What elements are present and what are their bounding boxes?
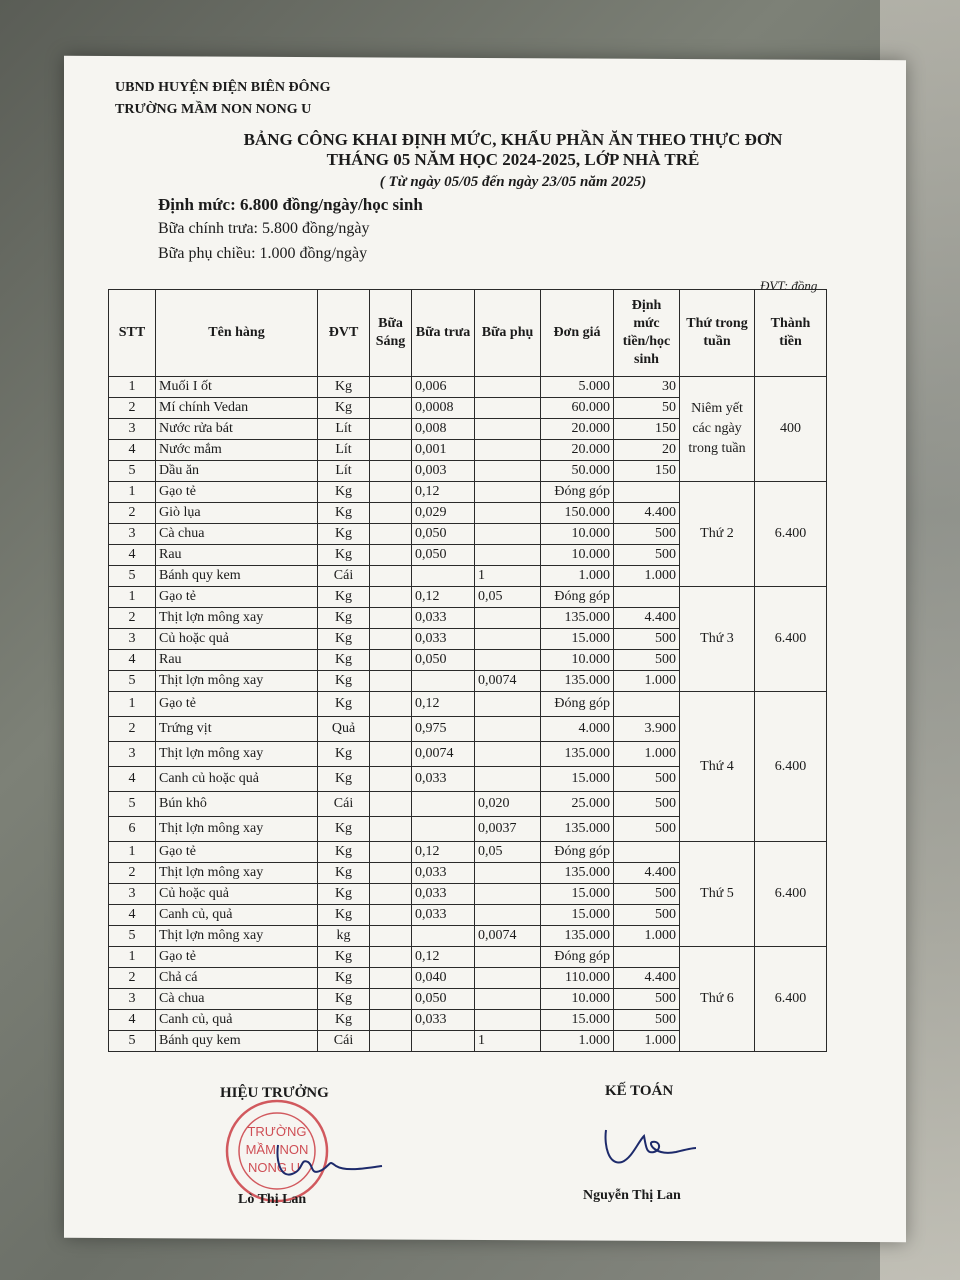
table-cell: 1.000 [541,1031,614,1052]
table-cell: 500 [614,989,680,1010]
table-cell: Thịt lợn mông xay [156,671,318,692]
table-row [109,587,827,608]
table-cell [370,482,412,503]
table-cell [475,629,541,650]
table-cell: 0,033 [412,905,475,926]
table-cell [475,947,541,968]
stamp-text-2: MẦM NON [245,1142,309,1157]
table-cell: 135.000 [541,671,614,692]
table-cell: 0,033 [412,629,475,650]
table-cell [370,742,412,767]
table-cell [475,524,541,545]
table-cell: 500 [614,884,680,905]
table-cell [370,629,412,650]
table-cell [475,742,541,767]
table-cell: Kg [318,989,370,1010]
table-cell: 4.000 [541,717,614,742]
table-cell [370,817,412,842]
table-cell: 4 [109,440,156,461]
table-cell [370,1010,412,1031]
table-cell: 3 [109,884,156,905]
table-cell: 1 [109,482,156,503]
table-cell: Kg [318,905,370,926]
table-cell: Kg [318,524,370,545]
table-cell: Đóng góp [541,482,614,503]
total-cell: 6.400 [755,692,827,842]
table-cell: 4.400 [614,503,680,524]
table-cell: Gạo tẻ [156,692,318,717]
table-cell: 4.400 [614,863,680,884]
table-cell: 30 [614,377,680,398]
day-cell: Thứ 3 [680,587,755,692]
table-cell [475,767,541,792]
table-cell: 4.400 [614,608,680,629]
table-cell: 3 [109,524,156,545]
table-cell: Mí chính Vedan [156,398,318,419]
principal-title: HIỆU TRƯỞNG [220,1085,329,1101]
table-cell [370,671,412,692]
table-cell: Lít [318,419,370,440]
table-cell: Lít [318,461,370,482]
table-cell: 0,05 [475,587,541,608]
table-cell: 50.000 [541,461,614,482]
table-cell [475,1010,541,1031]
table-cell: 110.000 [541,968,614,989]
table-cell [475,717,541,742]
table-cell: 20.000 [541,419,614,440]
table-cell [412,792,475,817]
total-cell: 6.400 [755,587,827,692]
table-cell: 5.000 [541,377,614,398]
table-cell: 1.000 [614,742,680,767]
table-cell [475,377,541,398]
table-cell: Kg [318,608,370,629]
norm-text: Định mức: 6.800 đồng/ngày/học sinh [158,195,423,214]
table-cell: Cà chua [156,989,318,1010]
table-cell: 4 [109,545,156,566]
table-cell: 0,033 [412,863,475,884]
table-cell: Gạo tẻ [156,842,318,863]
table-cell: 0,05 [475,842,541,863]
table-cell: 10.000 [541,989,614,1010]
table-cell: 20.000 [541,440,614,461]
column-header: Đơn giá [541,290,614,377]
table-cell: Lít [318,440,370,461]
table-row [109,482,827,503]
table-cell: 0,040 [412,968,475,989]
table-cell: 4 [109,650,156,671]
table-cell: 500 [614,545,680,566]
table-cell: 0,029 [412,503,475,524]
table-cell: 20 [614,440,680,461]
table-cell [614,842,680,863]
date-range: ( Từ ngày 05/05 đến ngày 23/05 năm 2025) [379,174,647,190]
table-cell [475,461,541,482]
table-cell: Củ hoặc quả [156,629,318,650]
table-cell: 10.000 [541,545,614,566]
table-cell: Kg [318,629,370,650]
org-line-2: TRƯỜNG MẦM NON NONG U [115,102,312,117]
table-cell: Kg [318,1010,370,1031]
table-cell [475,650,541,671]
table-cell: 60.000 [541,398,614,419]
table-cell: Gạo tẻ [156,587,318,608]
table-cell [370,926,412,947]
table-cell: 15.000 [541,767,614,792]
table-cell: Thịt lợn mông xay [156,742,318,767]
table-cell: 1 [109,587,156,608]
table-cell: 0,050 [412,524,475,545]
table-cell: 15.000 [541,629,614,650]
table-cell: Kg [318,742,370,767]
table-cell [370,905,412,926]
table-cell [475,884,541,905]
table-cell: 3 [109,989,156,1010]
table-cell: 2 [109,503,156,524]
table-header-row [109,290,827,377]
table-cell: 1.000 [614,1031,680,1052]
day-cell: Thứ 2 [680,482,755,587]
table-cell: 0,0074 [412,742,475,767]
day-cell: Thứ 4 [680,692,755,842]
table-cell: Thịt lợn mông xay [156,863,318,884]
table-cell [370,398,412,419]
table-cell: Kg [318,692,370,717]
table-cell: Kg [318,377,370,398]
table-cell: 500 [614,767,680,792]
table-cell: 1 [109,692,156,717]
day-cell: Niêm yết các ngày trong tuần [680,377,755,482]
table-cell: 1.000 [541,566,614,587]
table-cell: Thịt lợn mông xay [156,817,318,842]
column-header: Bữa trưa [412,290,475,377]
table-cell: Canh củ hoặc quả [156,767,318,792]
table-cell: 150 [614,419,680,440]
table-cell: 1 [109,947,156,968]
table-cell: 3.900 [614,717,680,742]
table-cell [370,989,412,1010]
table-cell: Gạo tẻ [156,482,318,503]
table-cell: 0,033 [412,767,475,792]
column-header: Tên hàng [156,290,318,377]
table-cell: 15.000 [541,884,614,905]
table-cell [370,524,412,545]
table-body [109,377,827,1052]
table-cell: 0,12 [412,692,475,717]
table-cell: 1 [475,566,541,587]
column-header: Thứ trong tuần [680,290,755,377]
table-cell: Đóng góp [541,842,614,863]
table-cell: 500 [614,524,680,545]
table-cell: 10.000 [541,524,614,545]
table-cell: Cà chua [156,524,318,545]
table-cell: Nước rửa bát [156,419,318,440]
table-cell: 1 [475,1031,541,1052]
total-cell: 6.400 [755,842,827,947]
column-header: Thành tiền [755,290,827,377]
table-cell: 15.000 [541,905,614,926]
table-row [109,947,827,968]
table-cell: 135.000 [541,926,614,947]
table-cell: 2 [109,863,156,884]
table-cell: Thịt lợn mông xay [156,926,318,947]
table-cell: 0,12 [412,482,475,503]
table-cell: Kg [318,863,370,884]
table-cell [370,566,412,587]
total-cell: 6.400 [755,482,827,587]
table-cell: 2 [109,608,156,629]
table-cell: Kg [318,545,370,566]
table-cell: Gạo tẻ [156,947,318,968]
table-cell [370,545,412,566]
table-cell: Rau [156,545,318,566]
table-cell: 0,12 [412,587,475,608]
table-cell: Trứng vịt [156,717,318,742]
table-cell [475,398,541,419]
table-cell [370,1031,412,1052]
table-cell: Đóng góp [541,692,614,717]
table-cell: 5 [109,566,156,587]
table-cell [370,503,412,524]
table-cell [475,905,541,926]
document-title-line-2: THÁNG 05 NĂM HỌC 2024-2025, LỚP NHÀ TRẺ [326,150,700,169]
table-cell: 2 [109,717,156,742]
table-cell [370,767,412,792]
table-cell: Đóng góp [541,587,614,608]
table-cell: 1.000 [614,671,680,692]
table-cell: 1 [109,377,156,398]
total-cell: 6.400 [755,947,827,1052]
unit-note: ĐVT: đồng [760,278,818,293]
table-cell: Chả cá [156,968,318,989]
table-cell [412,671,475,692]
table-cell: 4.400 [614,968,680,989]
table-cell [412,817,475,842]
table-cell [370,947,412,968]
table-cell: Rau [156,650,318,671]
table-cell: 1.000 [614,926,680,947]
table-cell: 0,003 [412,461,475,482]
table-cell: 135.000 [541,817,614,842]
table-cell [475,863,541,884]
document-title-line-1: BẢNG CÔNG KHAI ĐỊNH MỨC, KHẨU PHẦN ĂN THEO THỰC ĐƠN [243,130,783,149]
table-cell: Kg [318,587,370,608]
table-cell [614,692,680,717]
column-header: STT [109,290,156,377]
day-cell: Thứ 6 [680,947,755,1052]
table-cell: 0,975 [412,717,475,742]
table-cell: 4 [109,767,156,792]
table-cell: Dầu ăn [156,461,318,482]
table-cell [370,419,412,440]
table-cell: Nước mắm [156,440,318,461]
table-cell: Bánh quy kem [156,1031,318,1052]
table-cell: Kg [318,968,370,989]
total-cell: 400 [755,377,827,482]
table-cell [475,419,541,440]
accountant-title: KẾ TOÁN [605,1083,674,1099]
table-cell [370,587,412,608]
table-cell: 0,050 [412,989,475,1010]
table-cell: Củ hoặc quả [156,884,318,905]
table-cell [614,947,680,968]
table-cell: 0,12 [412,842,475,863]
table-cell [475,440,541,461]
menu-table [108,289,827,1052]
table-cell: 0,050 [412,545,475,566]
table-cell: 135.000 [541,863,614,884]
table-cell: Giò lụa [156,503,318,524]
table-cell: 0,12 [412,947,475,968]
table-row [109,842,827,863]
table-cell: 135.000 [541,742,614,767]
table-cell: Kg [318,482,370,503]
table-cell: 500 [614,629,680,650]
table-cell: 0,050 [412,650,475,671]
table-cell [370,608,412,629]
table-cell: 0,033 [412,1010,475,1031]
table-cell [370,440,412,461]
table-cell: Kg [318,503,370,524]
table-cell: 5 [109,926,156,947]
stamp-text-3: NONG U [248,1160,300,1175]
column-header: Định mức tiền/học sinh [614,290,680,377]
table-cell [475,608,541,629]
table-cell: 150 [614,461,680,482]
table-cell [370,650,412,671]
table-cell: Kg [318,767,370,792]
table-cell: 4 [109,1010,156,1031]
table-cell: 10.000 [541,650,614,671]
table-cell: 500 [614,1010,680,1031]
table-cell: 15.000 [541,1010,614,1031]
table-cell [370,692,412,717]
table-cell: 1 [109,842,156,863]
table-cell [475,968,541,989]
column-header: Bữa phụ [475,290,541,377]
table-cell: Đóng góp [541,947,614,968]
table-cell: 3 [109,629,156,650]
table-cell [614,587,680,608]
table-cell: Cái [318,566,370,587]
table-cell [475,503,541,524]
table-cell [370,717,412,742]
table-cell: 500 [614,817,680,842]
column-header: Bữa Sáng [370,290,412,377]
table-cell: 0,008 [412,419,475,440]
column-header: ĐVT [318,290,370,377]
table-cell: Muối I ốt [156,377,318,398]
accountant-signature [600,1122,700,1172]
main-meal-text: Bữa chính trưa: 5.800 đồng/ngày [158,220,370,237]
table-cell: Kg [318,884,370,905]
table-cell: Kg [318,947,370,968]
principal-signature [270,1140,390,1190]
table-cell: 500 [614,650,680,671]
table-cell: Cái [318,792,370,817]
table-cell: Kg [318,842,370,863]
table-cell: 4 [109,905,156,926]
table-cell [614,482,680,503]
table-cell [412,926,475,947]
table-cell: 3 [109,742,156,767]
table-cell: 0,033 [412,608,475,629]
table-cell: Kg [318,817,370,842]
table-cell: 135.000 [541,608,614,629]
table-cell [370,377,412,398]
table-cell [370,863,412,884]
table-cell [412,566,475,587]
table-cell: Canh củ, quả [156,1010,318,1031]
table-cell: 500 [614,905,680,926]
table-row [109,377,827,398]
day-cell: Thứ 5 [680,842,755,947]
table-row [109,692,827,717]
table-cell: Kg [318,671,370,692]
table-cell: 2 [109,968,156,989]
table-cell [370,792,412,817]
table-cell [475,989,541,1010]
table-cell: 150.000 [541,503,614,524]
table-cell: 0,0074 [475,926,541,947]
table-cell: 1.000 [614,566,680,587]
table-cell: 0,001 [412,440,475,461]
table-cell: Canh củ, quả [156,905,318,926]
table-cell [412,1031,475,1052]
snack-meal-text: Bữa phụ chiều: 1.000 đồng/ngày [158,245,368,262]
org-line-1: UBND HUYỆN ĐIỆN BIÊN ĐÔNG [115,80,331,95]
table-cell [475,692,541,717]
table-cell [475,482,541,503]
table-cell: Quả [318,717,370,742]
table-cell [370,968,412,989]
table-cell: 25.000 [541,792,614,817]
table-cell: 5 [109,461,156,482]
table-cell: Thịt lợn mông xay [156,608,318,629]
table-cell: 0,006 [412,377,475,398]
table-cell: 3 [109,419,156,440]
table-cell [370,461,412,482]
table-cell: 5 [109,671,156,692]
table-cell [475,545,541,566]
stamp-text-1: TRƯỜNG [247,1124,307,1139]
table-cell: 0,020 [475,792,541,817]
table-cell: Kg [318,650,370,671]
table-cell: 0,0008 [412,398,475,419]
table-cell: 500 [614,792,680,817]
principal-name: Lò Thị Lan [238,1192,307,1207]
table-cell: 5 [109,1031,156,1052]
table-cell: Bánh quy kem [156,566,318,587]
table-cell: 2 [109,398,156,419]
table-cell: 5 [109,792,156,817]
table-cell [370,842,412,863]
table-cell [370,884,412,905]
table-cell: 0,0037 [475,817,541,842]
table-cell: Kg [318,398,370,419]
accountant-name: Nguyễn Thị Lan [583,1188,681,1203]
table-cell: Bún khô [156,792,318,817]
table-cell: Cái [318,1031,370,1052]
table-cell: kg [318,926,370,947]
table-cell: 6 [109,817,156,842]
table-cell: 50 [614,398,680,419]
table-cell: 0,0074 [475,671,541,692]
table-cell: 0,033 [412,884,475,905]
